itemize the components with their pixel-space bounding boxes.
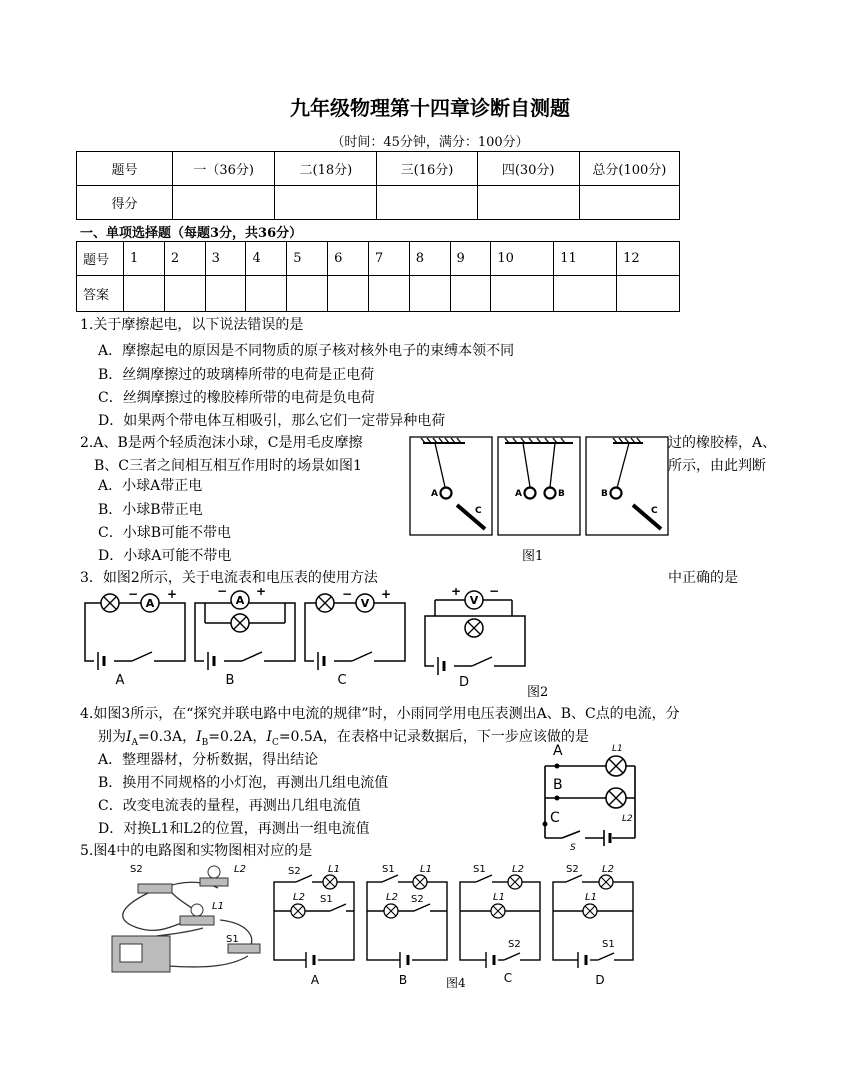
q4-stem-line1: 4.如图3所示，在“探究并联电路中电流的规律”时，小雨同学用电压表测出A、B、C点的电流，分 [80, 706, 680, 722]
figure-2-caption: 图2 [527, 685, 549, 700]
fig1-label-a2: A [515, 489, 522, 499]
q1-stem: 1.关于摩擦起电，以下说法错误的是 [80, 317, 304, 333]
answer-cell[interactable] [450, 276, 491, 312]
answer-cell[interactable] [164, 276, 205, 312]
fig2-letter-b: B [225, 673, 235, 688]
diagram-a-mid-switch: S1 [320, 894, 333, 905]
fig2-plus: + [450, 588, 462, 598]
fig2-voltmeter-c: V [360, 597, 370, 610]
diagram-c-mid-lamp: L1 [493, 892, 505, 903]
fig2-plus: + [166, 588, 178, 601]
q2-option-a: A．小球A带正电 [98, 478, 203, 494]
q4-option-a: A．整理器材，分析数据，得出结论 [98, 752, 319, 768]
question-number: 9 [450, 242, 491, 276]
diagram-d-mid-lamp: L1 [585, 892, 597, 903]
question-number: 8 [409, 242, 450, 276]
score-cell[interactable] [377, 186, 477, 220]
score-table [76, 151, 680, 220]
diagram-c-top-lamp: L2 [512, 864, 524, 875]
score-header: 三(16分) [377, 152, 477, 186]
figure-4-physical-circuit [108, 858, 270, 978]
fig2-plus: + [380, 588, 392, 601]
fig2-voltmeter-d: V [469, 594, 479, 607]
photo-label-l2: L2 [234, 864, 246, 875]
q2-stem-part1: 2.A、B是两个轻质泡沫小球，C是用毛皮摩擦 [80, 435, 363, 451]
fig1-label-a: A [431, 489, 438, 499]
fig3-point-a: A [553, 743, 563, 759]
score-cell[interactable] [477, 186, 579, 220]
diagram-letter-a: A [310, 973, 320, 987]
fig2-ammeter-b: A [235, 594, 245, 607]
q2-stem-part3: B、C三者之间相互相互作用时的场景如图1 [94, 458, 362, 474]
question-number: 10 [491, 242, 554, 276]
figure-3-parallel-circuit [540, 738, 650, 850]
score-cell[interactable] [173, 186, 275, 220]
fig2-minus: − [341, 588, 353, 601]
question-number: 7 [368, 242, 409, 276]
answer-cell[interactable] [409, 276, 450, 312]
diagram-c-top-switch: S1 [473, 864, 486, 875]
q4-stem-line2: 别为$I_A=0.3A$，$I_B=0.2A$，$I_C=0.5A$，在表格中记录数据后，下一步应该做的是 [98, 729, 589, 748]
question-number: 4 [246, 242, 287, 276]
answer-cell[interactable] [328, 276, 369, 312]
q4-option-b: B．换用不同规格的小灯泡，再测出几组电流值 [98, 775, 389, 791]
q1-option-b: B．丝绸摩擦过的玻璃棒所带的电荷是正电荷 [98, 367, 375, 383]
answer-table [76, 241, 680, 312]
score-header: 一（36分) [173, 152, 275, 186]
fig3-point-b: B [553, 777, 563, 793]
figure-1-pendulums [405, 435, 670, 539]
photo-label-s1: S1 [226, 934, 239, 945]
fig2-ammeter-a: A [145, 597, 155, 610]
fig2-letter-d: D [458, 675, 470, 688]
answer-cell[interactable] [491, 276, 554, 312]
diagram-letter-b: B [398, 973, 408, 987]
score-header: 题号 [77, 152, 173, 186]
figure-1-caption: 图1 [522, 549, 544, 564]
diagram-b-top-switch: S1 [382, 864, 395, 875]
score-header: 四(30分) [477, 152, 579, 186]
answer-cell[interactable] [124, 276, 165, 312]
answer-cell[interactable] [368, 276, 409, 312]
fig2-plus: + [255, 588, 267, 598]
diagram-d-top-lamp: L2 [602, 864, 614, 875]
score-cell[interactable] [579, 186, 679, 220]
diagram-a-top-lamp: L1 [328, 864, 340, 875]
q2-option-b: B．小球B带正电 [98, 502, 203, 518]
diagram-a-top-switch: S2 [288, 866, 301, 877]
fig2-minus: − [216, 588, 228, 598]
answer-cell[interactable] [554, 276, 617, 312]
diagram-letter-d: D [595, 973, 605, 987]
fig3-lamp-l2: L2 [622, 814, 633, 824]
diagram-b-mid-switch: S2 [411, 894, 424, 905]
q3-stem-part1: 3．如图2所示，关于电流表和电压表的使用方法 [80, 570, 378, 586]
diagram-a-mid-lamp: L2 [293, 892, 305, 903]
exam-subtitle: （时间：45分钟，满分：100分） [331, 135, 529, 150]
diagram-letter-c: C [503, 971, 513, 985]
question-number: 6 [328, 242, 369, 276]
question-number: 12 [617, 242, 680, 276]
section-title: 一、单项选择题（每题3分，共36分） [80, 226, 303, 241]
diagram-b-mid-lamp: L2 [386, 892, 398, 903]
q1-option-d: D．如果两个带电体互相吸引，那么它们一定带异种电荷 [98, 413, 446, 429]
score-cell[interactable] [275, 186, 377, 220]
diagram-d-bottom-switch: S1 [602, 939, 615, 950]
answer-cell[interactable] [617, 276, 680, 312]
q1-option-c: C．丝绸摩擦过的橡胶棒所带的电荷是负电荷 [98, 390, 375, 406]
q2-option-c: C．小球B可能不带电 [98, 525, 231, 541]
fig3-point-c: C [550, 810, 560, 826]
figure-2-meter-circuits [80, 588, 540, 688]
q2-option-d: D．小球A可能不带电 [98, 548, 232, 564]
photo-label-l1: L1 [212, 901, 224, 912]
fig3-lamp-l1: L1 [612, 744, 623, 754]
score-header: 二(18分) [275, 152, 377, 186]
score-header: 总分(100分) [579, 152, 679, 186]
answer-row-label: 答案 [77, 276, 124, 312]
fig2-letter-c: C [337, 673, 347, 688]
fig3-switch-s: S [570, 843, 576, 850]
question-number: 2 [164, 242, 205, 276]
fig1-label-b2: B [601, 489, 608, 499]
q4-option-c: C．改变电流表的量程，再测出几组电流值 [98, 798, 361, 814]
q3-stem-part2: 中正确的是 [668, 570, 738, 586]
question-number: 3 [205, 242, 246, 276]
answer-cell[interactable] [246, 276, 287, 312]
fig1-label-c: C [475, 506, 482, 516]
q2-stem-part4: 所示，由此判断 [668, 458, 766, 474]
diagram-d-top-switch: S2 [566, 864, 579, 875]
diagram-b-top-lamp: L1 [420, 864, 432, 875]
answer-row-label: 题号 [77, 242, 124, 276]
fig2-minus: − [127, 588, 139, 601]
question-number: 5 [287, 242, 328, 276]
figure-4-caption: 图4 [446, 976, 466, 990]
q2-stem-part2: 过的橡胶棒，A、 [668, 435, 777, 451]
figure-4-circuit-options [268, 860, 643, 992]
score-row-label: 得分 [77, 186, 173, 220]
question-number: 1 [124, 242, 165, 276]
q5-stem: 5.图4中的电路图和实物图相对应的是 [80, 843, 313, 859]
photo-label-s2: S2 [130, 864, 143, 875]
q1-option-a: A．摩擦起电的原因是不同物质的原子核对核外电子的束缚本领不同 [98, 343, 515, 359]
q4-option-d: D．对换L1和L2的位置，再测出一组电流值 [98, 821, 370, 837]
answer-cell[interactable] [287, 276, 328, 312]
fig1-label-b: B [558, 489, 565, 499]
fig1-label-c2: C [651, 506, 658, 516]
answer-cell[interactable] [205, 276, 246, 312]
fig2-letter-a: A [115, 673, 125, 688]
page-title: 九年级物理第十四章诊断自测题 [290, 96, 570, 120]
question-number: 11 [554, 242, 617, 276]
fig2-minus: − [488, 588, 500, 598]
diagram-c-bottom-switch: S2 [508, 939, 521, 950]
